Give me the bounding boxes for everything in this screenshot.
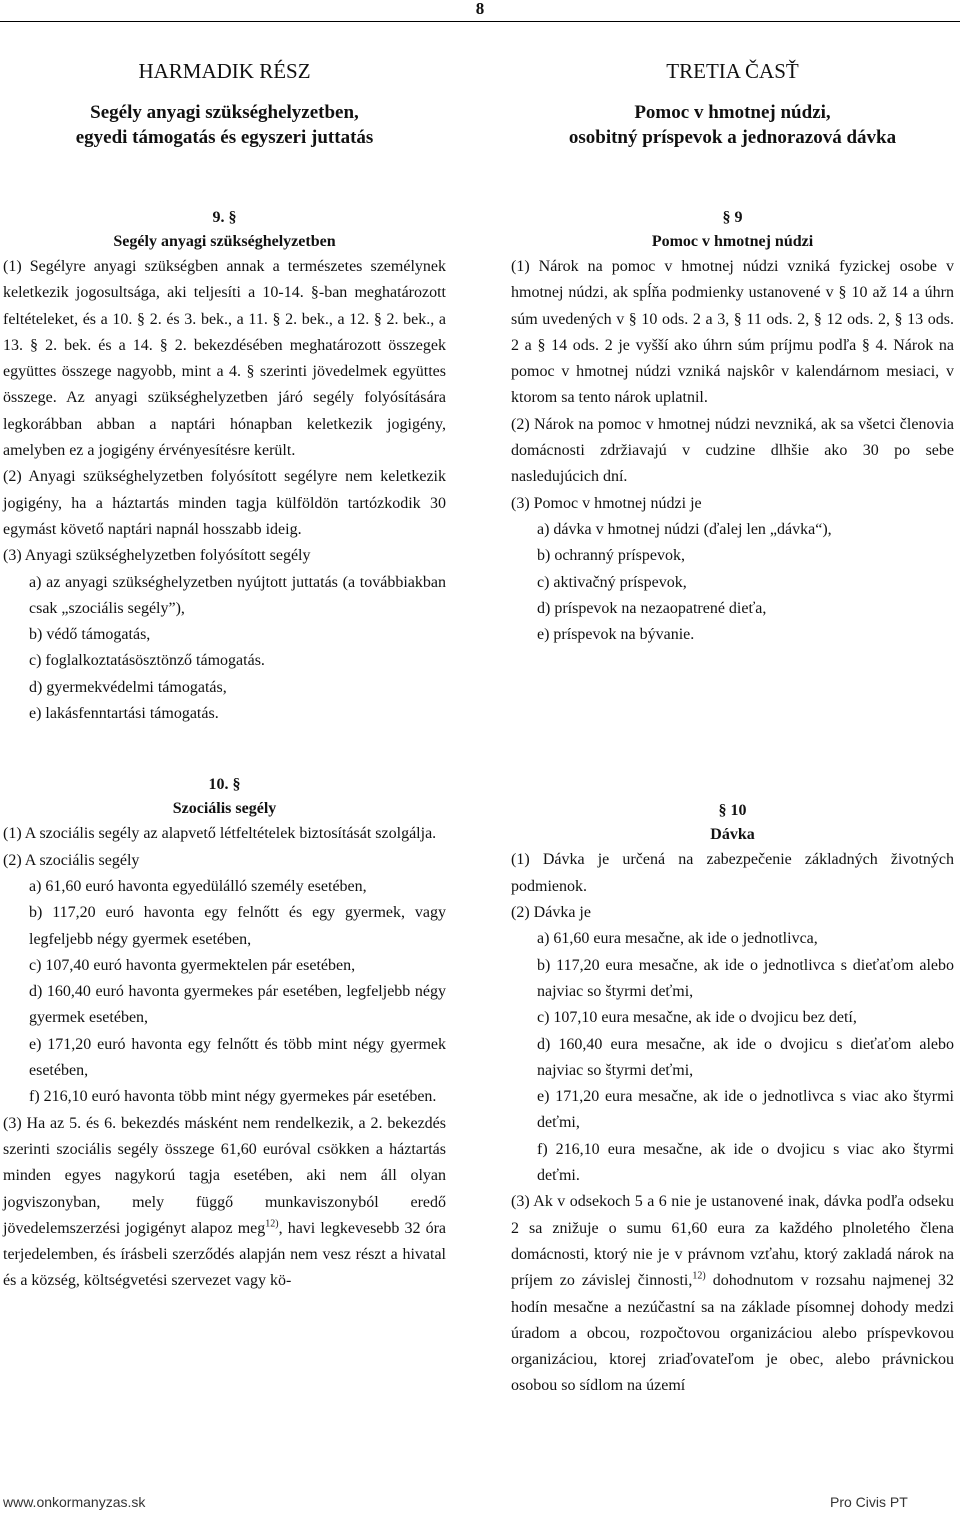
section-9-item-e: e) lakásfenntartási támogatás. (29, 705, 219, 723)
section-10-item-d: d) 160,40 euró havonta gyermekes pár esetében, legfeljebb négy gyermek esetében, (29, 983, 446, 1027)
page-number: 8 (475, 0, 485, 18)
part-subtitle-line-2: egyedi támogatás és egyszeri juttatás (75, 127, 374, 148)
section-10-item-e: e) 171,20 euró havonta egy felnőtt és több mint négy gyermek esetében, (29, 1035, 446, 1080)
section-10-paragraph-3 (3, 1111, 446, 1295)
section-9-item-e: e) príspevok na bývanie. (537, 626, 695, 644)
section-9-item-d: d) gyermekvédelmi támogatás, (29, 678, 227, 696)
section-9-item-a: a) az anyagi szükséghelyzetben nyújtott juttatás (a továbbiakban csak „szociális segély”), (29, 573, 446, 617)
section-10-paragraph-1: (1) A szociális segély az alapvető létfeltételek biztosítását szolgálja. (3, 825, 437, 843)
part-subtitle-line-1: Pomoc v hmotnej núdzi, (634, 102, 831, 123)
section-10-paragraph-2: (2) Dávka je (511, 904, 591, 922)
footnote-ref: 12) (692, 1270, 706, 1282)
section-10-item-a: a) 61,60 euró havonta egyedülálló személy esetében, (29, 877, 367, 895)
section-10-paragraph-3 (511, 1189, 954, 1399)
section-9-paragraph-2: (2) Anyagi szükséghelyzetben folyósított segélyre nem keletkezik jogigény, ha a háztartás minden tagja külföldön tartózkodik 30 egymást követő naptári napnál hosszabb ideig. (3, 468, 446, 538)
section-9-item-c: c) foglalkoztatásösztönző támogatás. (29, 652, 265, 670)
footer-website: www.onkormanyzas.sk (3, 1494, 146, 1510)
section-10-title: Szociális segély (172, 800, 277, 818)
section-10-title: Dávka (710, 826, 755, 844)
footer-publisher: Pro Civis PT (830, 1494, 908, 1510)
header-rule (0, 21, 960, 22)
section-10-paragraph-1: (1) Dávka je určená na zabezpečenie základných životných podmienok. (511, 851, 954, 895)
part-title: HARMADIK RÉSZ (138, 59, 311, 83)
section-10-item-e: e) 171,20 eura mesačne, ak ide o jednotlivca s viac ako štyrmi deťmi, (537, 1088, 954, 1132)
section-9-title: Pomoc v hmotnej núdzi (651, 233, 814, 250)
section-9-item-b: b) védő támogatás, (29, 626, 151, 644)
section-9-number: § 9 (722, 209, 743, 226)
section-9-paragraph-3: (3) Anyagi szükséghelyzetben folyósított segély (3, 547, 311, 565)
section-10-paragraph-3-text: (3) Ha az 5. és 6. bekezdés másként nem rendelkezik, a 2. bekezdés szerinti szociális segély összege 61,60 euróval csökken a háztartás minden egyes nagykorú tagja esetében, aki nem áll olyan jogviszonyban, mely függő munkaviszonyból eredő jövedelemszerzési jogigényt alapoz meg (3, 1114, 446, 1237)
section-9-paragraph-1: (1) Nárok na pomoc v hmotnej núdzi vzniká fyzickej osobe v hmotnej núdzi, ak spĺňa podmienky ustanovené v § 10 až 14 a úhrn súm uvedených v § 10 ods. 2 a 3, § 11 ods. 2, § 12 ods. 2, § 13 ods. 2 a § 14 ods. 2 je vyšší ako úhrn súm príjmu podľa § 4. Nárok na pomoc v hmotnej núdzi vzniká najskôr v kalendárnom mesiaci, v ktorom sa tento nárok uplatnil. (511, 258, 954, 407)
section-10-item-b: b) 117,20 eura mesačne, ak ide o jednotlivca s dieťaťom alebo najviac so štyrmi deťmi, (537, 956, 954, 1000)
section-10-paragraph-3-text: (3) Ak v odsekoch 5 a 6 nie je ustanovené inak, dávka podľa odseku 2 sa znižuje o sumu 61,60 eura za každého plnoletého člena domácnosti, ktorý nie je v právnom vzťahu, ktorý zakladá nárok na príjem zo závislej činnosti, (511, 1193, 954, 1290)
section-10-item-d: d) 160,40 eura mesačne, ak ide o dvojicu s dieťaťom alebo najviac so štyrmi deťmi, (537, 1035, 954, 1079)
section-10-item-f: f) 216,10 euró havonta több mint négy gyermekes pár esetében. (29, 1088, 437, 1106)
slovak-column (511, 58, 954, 1400)
part-subtitle-line-1: Segély anyagi szükséghelyzetben, (90, 102, 359, 123)
section-9-paragraph-1: (1) Segélyre anyagi szükségben annak a természetes személynek keletkezik jogosultsága, aki teljesíti a 10-14. §-ban meghatározott feltételeket, és a 10. § 2. és 3. bek., a 11. § 2. bek., a 12. § 2. bek., a 13. § 2. bek. és a 14. § 2. bekezdésében meghatározott összegek együttes összege nagyobb, mint a 4. § szerinti jövedelmek együttes összege. Az anyagi szükséghelyzetben járó segély folyósítására legkorábban abban a naptári hónapban keletkezik jogigény, amelyben ez a jogigény érvényesítésre került. (3, 258, 446, 460)
section-10-item-c: c) 107,10 eura mesačne, ak ide o dvojicu bez detí, (537, 1009, 857, 1027)
section-10-paragraph-3-cont: , havi legkevesebb 32 óra terjedelemben, és írásbeli szerződés alapján nem vesz részt a hivatal és a község, költségvetési szervezet vagy kö- (3, 1219, 446, 1290)
section-9-item-b: b) ochranný príspevok, (537, 547, 685, 565)
part-title: TRETIA ČASŤ (666, 59, 799, 83)
section-9-paragraph-3: (3) Pomoc v hmotnej núdzi je (511, 494, 702, 512)
section-9-paragraph-2: (2) Nárok na pomoc v hmotnej núdzi nevzniká, ak sa všetci členovia domácnosti zdržiavajú v cudzine dlhšie ako 30 po sebe nasledujúcich dní. (511, 415, 954, 486)
part-subtitle-line-2: osobitný príspevok a jednorazová dávka (568, 127, 897, 148)
section-9-item-c: c) aktivačný príspevok, (537, 573, 687, 591)
section-9-title: Segély anyagi szükséghelyzetben (113, 233, 336, 250)
section-10-number: § 10 (718, 802, 747, 820)
section-9-number: 9. § (212, 209, 237, 226)
section-9-item-a: a) dávka v hmotnej núdzi (ďalej len „dávka“), (537, 520, 832, 538)
section-9-item-d: d) príspevok na nezaopatrené dieťa, (537, 599, 767, 617)
footnote-ref: 12) (265, 1218, 279, 1230)
section-10-item-c: c) 107,40 euró havonta gyermektelen pár esetében, (29, 956, 356, 974)
section-10-number: 10. § (208, 776, 241, 794)
hungarian-column (3, 58, 446, 1295)
section-10-item-b: b) 117,20 euró havonta egy felnőtt és egy gyermek, vagy legfeljebb négy gyermek esetében, (29, 904, 446, 948)
part-subtitle (511, 100, 954, 150)
section-10-paragraph-2: (2) A szociális segély (3, 851, 140, 869)
section-10-item-f: f) 216,10 eura mesačne, ak ide o dvojicu s viac ako štyrmi deťmi. (537, 1140, 954, 1185)
section-10-paragraph-3-cont: dohodnutom v rozsahu najmenej 32 hodín mesačne a nezúčastní sa na základe písomnej dohody medzi úradom a obcou, rozpočtovou organizáciou alebo príspevkovou organizáciou, ktorej zriaďovateľom je obec, alebo právnickou osobou so sídlom na území (511, 1272, 954, 1395)
part-subtitle (3, 100, 446, 150)
section-10-item-a: a) 61,60 eura mesačne, ak ide o jednotlivca, (537, 930, 818, 948)
